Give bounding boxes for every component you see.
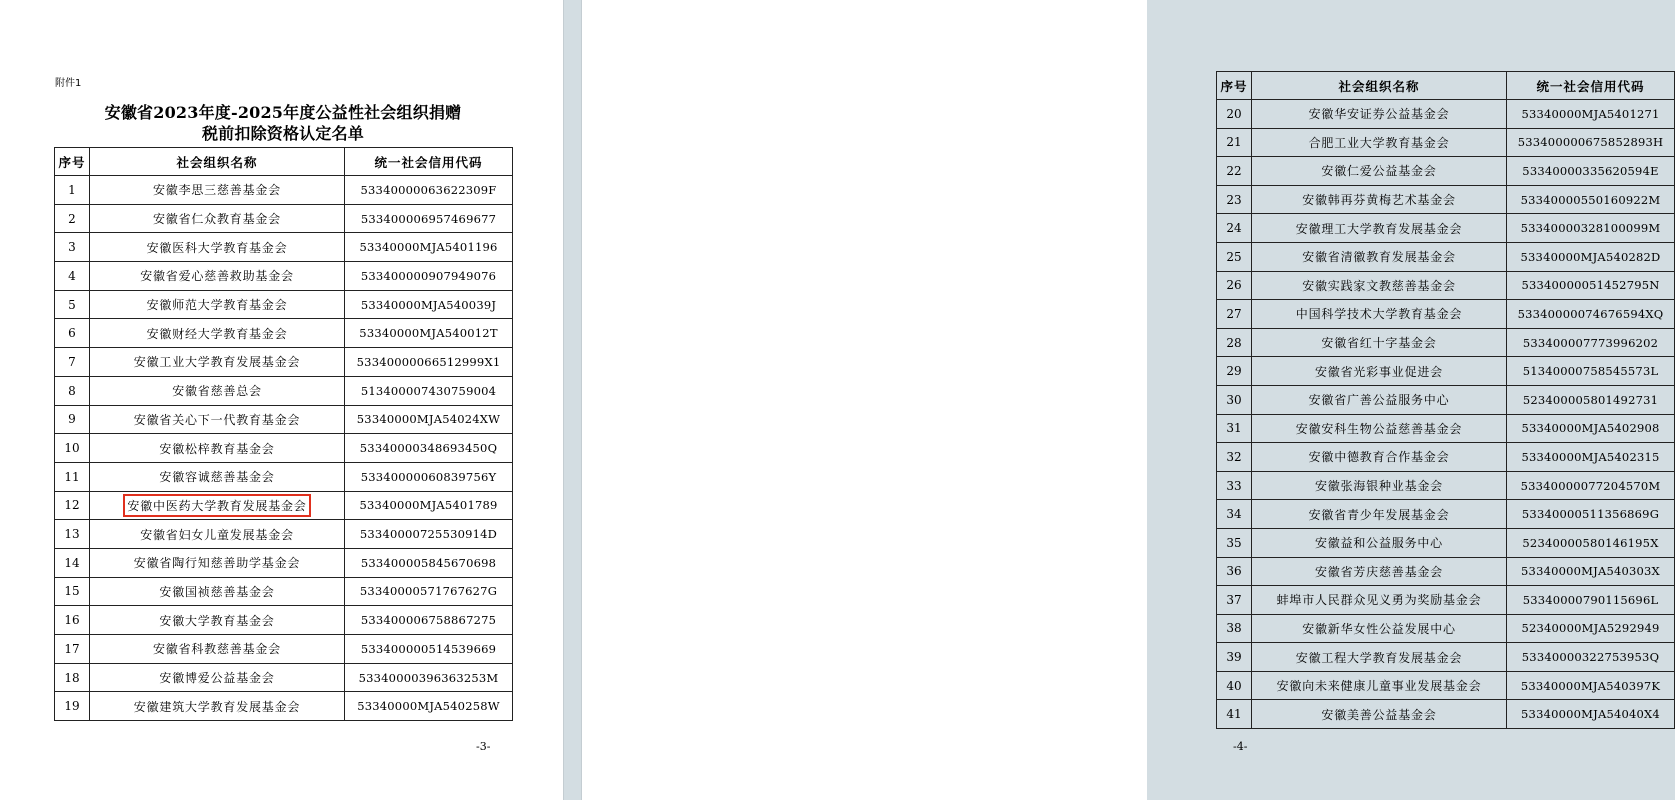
serial-number-cell: 20	[1217, 100, 1252, 129]
serial-number-cell: 25	[1217, 242, 1252, 271]
serial-number-cell: 31	[1217, 414, 1252, 443]
organization-name-cell: 安徽省广善公益服务中心	[1252, 385, 1507, 414]
table-row	[1217, 443, 1675, 472]
credit-code-cell: 53340000077204570M	[1507, 471, 1675, 500]
organization-name-cell: 安徽华安证券公益基金会	[1252, 100, 1507, 129]
serial-number-cell: 13	[55, 520, 90, 549]
organization-table-page3	[54, 147, 513, 721]
serial-number-cell: 1	[55, 176, 90, 205]
table-row	[1217, 357, 1675, 386]
credit-code-cell: 53340000MJA5401271	[1507, 100, 1675, 129]
table-row	[55, 204, 513, 233]
organization-name-cell	[90, 491, 345, 520]
credit-code-cell: 513400007430759004	[345, 376, 513, 405]
header-serial-number: 序号	[55, 148, 90, 176]
attachment-label: 附件1	[55, 78, 82, 89]
table-row	[55, 606, 513, 635]
header-serial-number: 序号	[1217, 72, 1252, 100]
serial-number-cell: 11	[55, 462, 90, 491]
table-row	[55, 462, 513, 491]
organization-name-cell: 安徽安科生物公益慈善基金会	[1252, 414, 1507, 443]
organization-name-cell: 安徽实践家文教慈善基金会	[1252, 271, 1507, 300]
serial-number-cell: 27	[1217, 300, 1252, 329]
serial-number-cell: 4	[55, 262, 90, 291]
table-row	[55, 577, 513, 606]
organization-name-cell: 安徽省光彩事业促进会	[1252, 357, 1507, 386]
highlighted-organization-name: 安徽中医药大学教育发展基金会	[123, 494, 310, 517]
organization-name-cell: 安徽省妇女儿童发展基金会	[90, 520, 345, 549]
organization-name-cell: 安徽向未来健康儿童事业发展基金会	[1252, 671, 1507, 700]
serial-number-cell: 10	[55, 434, 90, 463]
credit-code-cell: 53340000MJA540012T	[345, 319, 513, 348]
serial-number-cell: 39	[1217, 643, 1252, 672]
table-row	[1217, 700, 1675, 729]
serial-number-cell: 34	[1217, 500, 1252, 529]
serial-number-cell: 30	[1217, 385, 1252, 414]
serial-number-cell: 19	[55, 692, 90, 721]
table-row	[1217, 671, 1675, 700]
serial-number-cell: 28	[1217, 328, 1252, 357]
organization-name-cell: 安徽省慈善总会	[90, 376, 345, 405]
table-row	[1217, 643, 1675, 672]
credit-code-cell: 53340000MJA540258W	[345, 692, 513, 721]
credit-code-cell: 53340000MJA540303X	[1507, 557, 1675, 586]
organization-name-cell: 安徽医科大学教育基金会	[90, 233, 345, 262]
table-row	[55, 635, 513, 664]
document-page-4	[581, 0, 1664, 800]
credit-code-cell: 533400005845670698	[345, 548, 513, 577]
credit-code-cell: 53340000335620594E	[1507, 157, 1675, 186]
credit-code-cell: 53340000066512999X1	[345, 348, 513, 377]
serial-number-cell: 12	[55, 491, 90, 520]
serial-number-cell: 7	[55, 348, 90, 377]
organization-name-cell: 安徽省爱心慈善救助基金会	[90, 262, 345, 291]
credit-code-cell: 533400007773996202	[1507, 328, 1675, 357]
serial-number-cell: 36	[1217, 557, 1252, 586]
organization-name-cell: 安徽工程大学教育发展基金会	[1252, 643, 1507, 672]
header-credit-code: 统一社会信用代码	[345, 148, 513, 176]
serial-number-cell: 41	[1217, 700, 1252, 729]
table-row	[1217, 214, 1675, 243]
credit-code-cell: 533400006957469677	[345, 204, 513, 233]
organization-name-cell: 蚌埠市人民群众见义勇为奖励基金会	[1252, 586, 1507, 615]
table-row	[1217, 157, 1675, 186]
header-organization-name: 社会组织名称	[90, 148, 345, 176]
organization-name-cell: 安徽财经大学教育基金会	[90, 319, 345, 348]
serial-number-cell: 8	[55, 376, 90, 405]
credit-code-cell: 53340000MJA54024XW	[345, 405, 513, 434]
table-row	[1217, 242, 1675, 271]
credit-code-cell: 533400000514539669	[345, 635, 513, 664]
credit-code-cell: 53340000MJA540039J	[345, 290, 513, 319]
organization-name-cell: 安徽中德教育合作基金会	[1252, 443, 1507, 472]
serial-number-cell: 2	[55, 204, 90, 233]
organization-name-cell: 安徽省仁众教育基金会	[90, 204, 345, 233]
credit-code-cell: 53340000MJA5401789	[345, 491, 513, 520]
table-row	[55, 548, 513, 577]
table-row	[55, 491, 513, 520]
serial-number-cell: 29	[1217, 357, 1252, 386]
organization-name-cell: 安徽仁爱公益基金会	[1252, 157, 1507, 186]
table-row	[55, 663, 513, 692]
serial-number-cell: 3	[55, 233, 90, 262]
organization-name-cell: 安徽工业大学教育发展基金会	[90, 348, 345, 377]
table-row	[1217, 586, 1675, 615]
organization-name-cell: 中国科学技术大学教育基金会	[1252, 300, 1507, 329]
organization-name-cell: 安徽大学教育基金会	[90, 606, 345, 635]
table-row	[1217, 128, 1675, 157]
organization-name-cell: 安徽容诚慈善基金会	[90, 462, 345, 491]
credit-code-cell: 53340000328100099M	[1507, 214, 1675, 243]
credit-code-cell: 53340000MJA54040X4	[1507, 700, 1675, 729]
credit-code-cell: 53340000MJA5401196	[345, 233, 513, 262]
organization-name-cell: 安徽美善公益基金会	[1252, 700, 1507, 729]
organization-name-cell: 安徽省红十字基金会	[1252, 328, 1507, 357]
organization-name-cell: 安徽张海银种业基金会	[1252, 471, 1507, 500]
credit-code-cell: 53340000725530914D	[345, 520, 513, 549]
organization-name-cell: 安徽国祯慈善基金会	[90, 577, 345, 606]
organization-name-cell: 安徽省关心下一代教育基金会	[90, 405, 345, 434]
organization-name-cell: 安徽省陶行知慈善助学基金会	[90, 548, 345, 577]
credit-code-cell: 52340000580146195X	[1507, 528, 1675, 557]
credit-code-cell: 53340000511356869G	[1507, 500, 1675, 529]
serial-number-cell: 37	[1217, 586, 1252, 615]
credit-code-cell: 53340000063622309F	[345, 176, 513, 205]
credit-code-cell: 53340000060839756Y	[345, 462, 513, 491]
credit-code-cell: 53340000MJA5402315	[1507, 443, 1675, 472]
organization-name-cell: 合肥工业大学教育基金会	[1252, 128, 1507, 157]
table-row	[55, 176, 513, 205]
table-row	[1217, 271, 1675, 300]
header-organization-name: 社会组织名称	[1252, 72, 1507, 100]
organization-name-cell: 安徽省青少年发展基金会	[1252, 500, 1507, 529]
credit-code-cell: 53340000790115696L	[1507, 586, 1675, 615]
serial-number-cell: 38	[1217, 614, 1252, 643]
table-row	[55, 290, 513, 319]
credit-code-cell: 523400005801492731	[1507, 385, 1675, 414]
credit-code-cell: 53340000322753953Q	[1507, 643, 1675, 672]
serial-number-cell: 21	[1217, 128, 1252, 157]
serial-number-cell: 16	[55, 606, 90, 635]
credit-code-cell: 53340000MJA540282D	[1507, 242, 1675, 271]
serial-number-cell: 18	[55, 663, 90, 692]
document-title-line1: 安徽省2023年度-2025年度公益性社会组织捐赠	[104, 103, 462, 122]
table-row	[55, 233, 513, 262]
table-row	[55, 319, 513, 348]
serial-number-cell: 32	[1217, 443, 1252, 472]
credit-code-cell: 53340000550160922M	[1507, 185, 1675, 214]
organization-name-cell: 安徽师范大学教育基金会	[90, 290, 345, 319]
serial-number-cell: 22	[1217, 157, 1252, 186]
credit-code-cell: 533400006758867275	[345, 606, 513, 635]
header-credit-code: 统一社会信用代码	[1507, 72, 1675, 100]
table-row	[1217, 300, 1675, 329]
table-row	[1217, 557, 1675, 586]
serial-number-cell: 6	[55, 319, 90, 348]
table-row	[55, 262, 513, 291]
serial-number-cell: 5	[55, 290, 90, 319]
table-row	[1217, 328, 1675, 357]
document-title-line2: 税前扣除资格认定名单	[201, 124, 364, 143]
table-row	[1217, 528, 1675, 557]
page-number: -3-	[476, 740, 491, 753]
table-row	[55, 376, 513, 405]
serial-number-cell: 9	[55, 405, 90, 434]
credit-code-cell: 53340000MJA5402908	[1507, 414, 1675, 443]
credit-code-cell: 53340000051452795N	[1507, 271, 1675, 300]
organization-name-cell: 安徽博爱公益基金会	[90, 663, 345, 692]
serial-number-cell: 14	[55, 548, 90, 577]
table-row	[55, 405, 513, 434]
organization-table-page4	[1216, 71, 1675, 729]
organization-name-cell: 安徽松梓教育基金会	[90, 434, 345, 463]
credit-code-cell: 52340000MJA5292949	[1507, 614, 1675, 643]
table-row	[1217, 614, 1675, 643]
table-row	[1217, 414, 1675, 443]
organization-name-cell: 安徽建筑大学教育发展基金会	[90, 692, 345, 721]
table-row	[55, 434, 513, 463]
serial-number-cell: 23	[1217, 185, 1252, 214]
table-row	[55, 348, 513, 377]
table-header-row	[1217, 72, 1675, 100]
credit-code-cell: 53340000MJA540397K	[1507, 671, 1675, 700]
serial-number-cell: 17	[55, 635, 90, 664]
serial-number-cell: 24	[1217, 214, 1252, 243]
credit-code-cell: 53340000074676594XQ	[1507, 300, 1675, 329]
serial-number-cell: 15	[55, 577, 90, 606]
table-row	[1217, 500, 1675, 529]
table-row	[1217, 385, 1675, 414]
serial-number-cell: 40	[1217, 671, 1252, 700]
organization-name-cell: 安徽韩再芬黄梅艺术基金会	[1252, 185, 1507, 214]
table-row	[1217, 471, 1675, 500]
table-row	[55, 520, 513, 549]
table-row	[55, 692, 513, 721]
serial-number-cell: 26	[1217, 271, 1252, 300]
serial-number-cell: 35	[1217, 528, 1252, 557]
organization-name-cell: 安徽理工大学教育发展基金会	[1252, 214, 1507, 243]
organization-name-cell: 安徽益和公益服务中心	[1252, 528, 1507, 557]
credit-code-cell: 533400000675852893H	[1507, 128, 1675, 157]
table-row	[1217, 185, 1675, 214]
credit-code-cell: 53340000348693450Q	[345, 434, 513, 463]
credit-code-cell: 53340000396363253M	[345, 663, 513, 692]
credit-code-cell: 53340000571767627G	[345, 577, 513, 606]
table-row	[1217, 100, 1675, 129]
organization-name-cell: 安徽省科教慈善基金会	[90, 635, 345, 664]
document-page-3	[0, 0, 564, 800]
credit-code-cell: 51340000758545573L	[1507, 357, 1675, 386]
credit-code-cell: 533400000907949076	[345, 262, 513, 291]
serial-number-cell: 33	[1217, 471, 1252, 500]
organization-name-cell: 安徽新华女性公益发展中心	[1252, 614, 1507, 643]
organization-name-cell: 安徽李思三慈善基金会	[90, 176, 345, 205]
table-header-row	[55, 148, 513, 176]
page-number: -4-	[1233, 740, 1248, 753]
organization-name-cell: 安徽省清徽教育发展基金会	[1252, 242, 1507, 271]
organization-name-cell: 安徽省芳庆慈善基金会	[1252, 557, 1507, 586]
